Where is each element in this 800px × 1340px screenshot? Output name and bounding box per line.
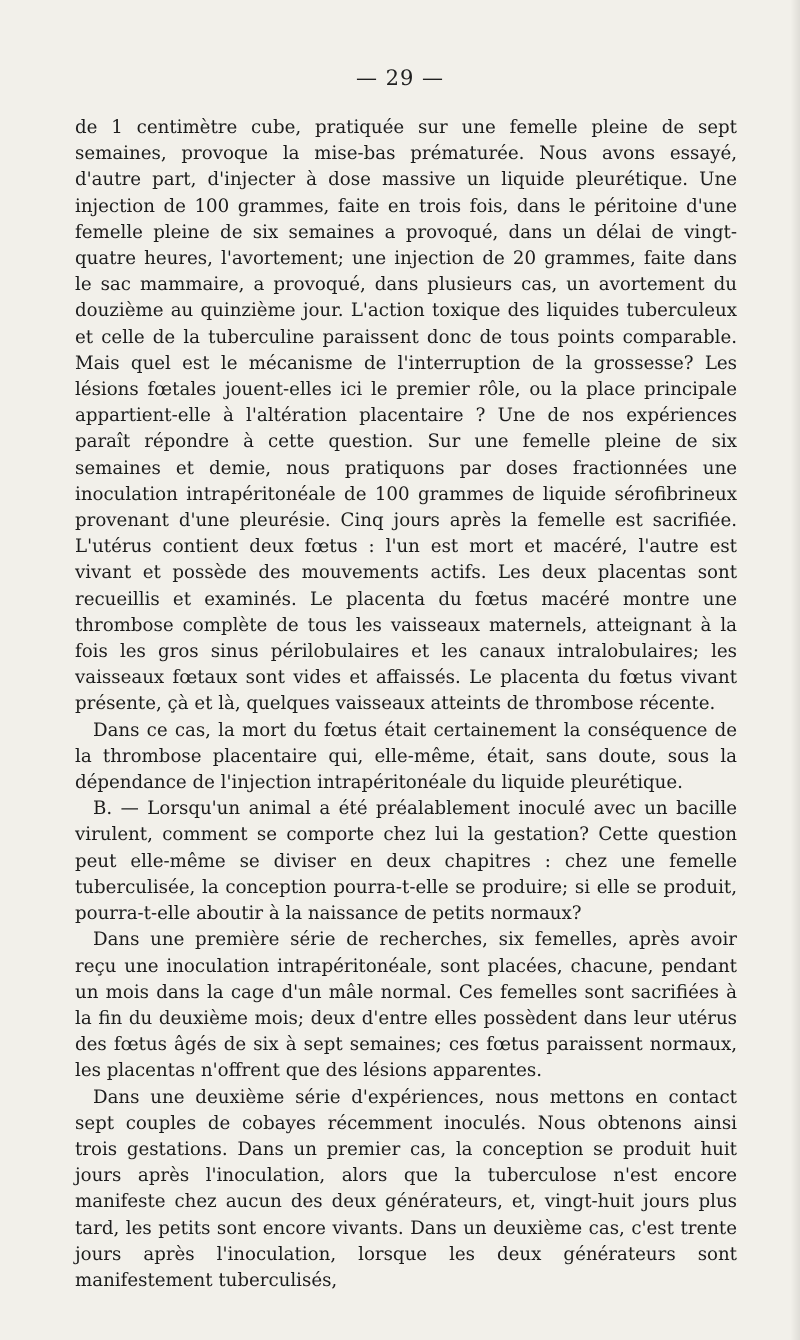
paragraph-second-series: Dans une deuxième série d'expériences, nous mettons en contact sept couples de cobayes récemment inoculés. Nous obtenons ainsi trois gestations. Dans un premier cas, la conception se produit huit jours après l'inoculation, alors que la tuberculose n'est encore manifeste chez aucun des deux générateurs, et, vingt-huit jours plus tard, les petits sont encore vivants. Dans un deuxième cas, c'est trente jours après l'inoculation, lorsque les deux générateurs sont manifestement tuberculisés, xyxy=(75,1086,737,1291)
paragraph-section-b: B. — Lorsqu'un animal a été préalablement inoculé avec un bacille virulent, comment se comporte chez lui la gestation? Cette question peut elle-même se diviser en deux chapitres : chez une femelle tuberculisée, la conception pourra-t-elle se produire; si elle se produit, pourra-t-elle aboutir à la naissance de petits normaux? xyxy=(75,798,737,925)
body-text xyxy=(75,115,737,1294)
paragraph-first-series: Dans une première série de recherches, six femelles, après avoir reçu une inoculation intrapéritonéale, sont placées, chacune, pendant un mois dans la cage d'un mâle normal. Ces femelles sont sacrifiées à la fin du deuxième mois; deux d'entre elles possèdent dans leur utérus des fœtus âgés de six à sept semaines; ces fœtus paraissent normaux, les placentas n'offrent que des lésions apparentes. xyxy=(75,929,737,1082)
paragraph-continued: de 1 centimètre cube, pratiquée sur une femelle pleine de sept semaines, provoque la mise-bas prématurée. Nous avons essayé, d'autre part, d'injecter à dose massive un liquide pleurétique. Une injection de 100 grammes, faite en trois fois, dans le péritoine d'une femelle pleine de six semaines a provoqué, dans un délai de vingt-quatre heures, l'avortement; une injection de 20 grammes, faite dans le sac mammaire, a provoqué, dans plusieurs cas, un avortement du douzième au quinzième jour. L'action toxique des liquides tuberculeux et celle de la tuberculine paraissent donc de tous points comparable. Mais quel est le mécanisme de l'interruption de la grossesse? Les lésions fœtales jouent-elles ici le premier rôle, ou la place principale appartient-elle à l'altération placentaire ? Une de nos expériences paraît répondre à cette question. Sur une femelle pleine de six semaines et demie, nous pratiquons par doses fractionnées une inoculation intrapéritonéale de 100 grammes de liquide sérofibrineux provenant d'une pleurésie. Cinq jours après la femelle est sacrifiée. L'utérus contient deux fœtus : l'un est mort et macéré, l'autre est vivant et possède des mouvements actifs. Les deux placentas sont recueillis et examinés. Le placenta du fœtus macéré montre une thrombose complète de tous les vaisseaux maternels, atteignant à la fois les gros sinus périlobulaires et les canaux intralobulaires; les vaisseaux fœtaux sont vides et affaissés. Le placenta du fœtus vivant présente, çà et là, quelques vaisseaux atteints de thrombose récente. xyxy=(75,117,737,715)
page-number: — 29 — xyxy=(355,66,445,90)
paragraph-thrombosis-conclusion: Dans ce cas, la mort du fœtus était certainement la conséquence de la thrombose placentaire qui, elle-même, était, sans doute, sous la dépendance de l'injection intrapéritonéale du liquide pleurétique. xyxy=(75,719,737,794)
